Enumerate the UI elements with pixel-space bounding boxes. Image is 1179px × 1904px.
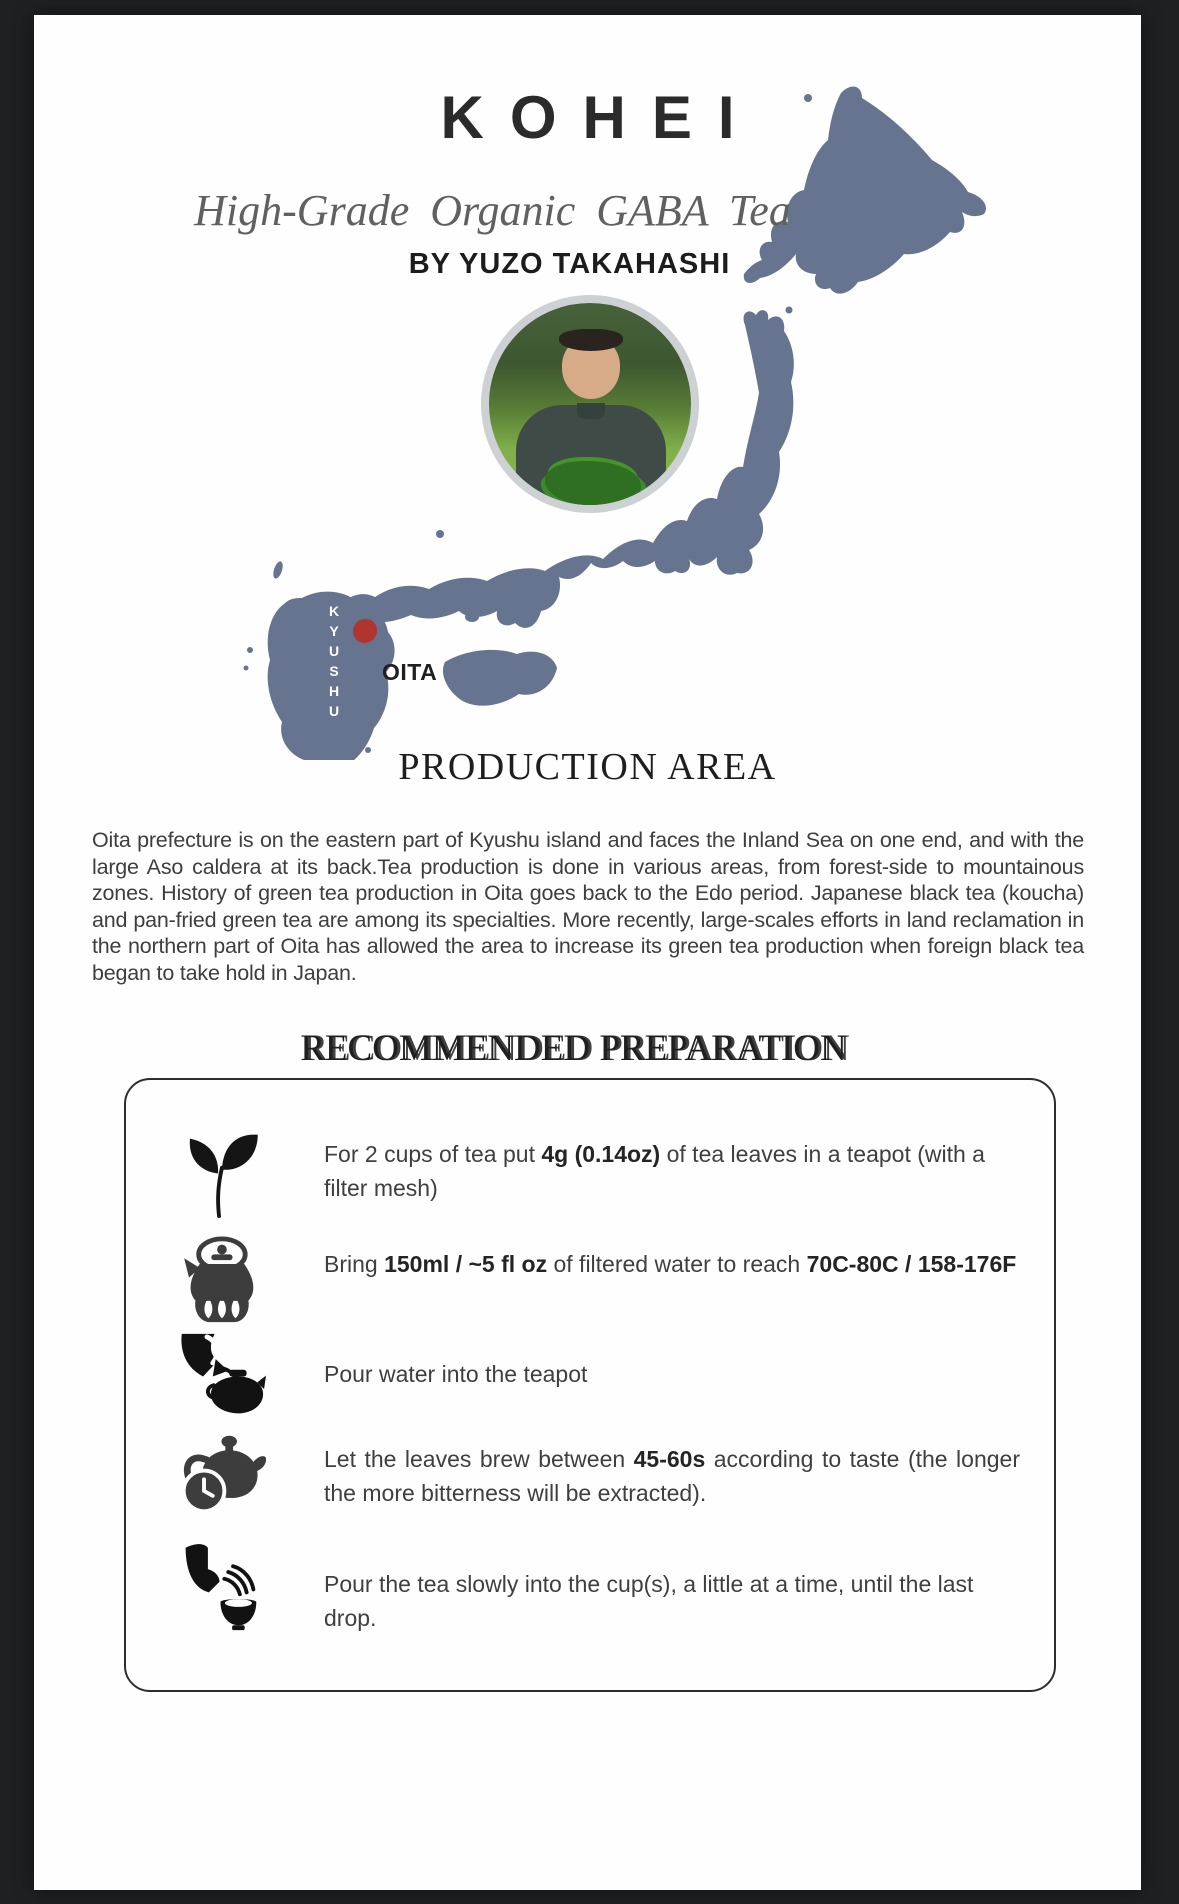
map-islet bbox=[244, 666, 249, 671]
map-islet bbox=[271, 560, 284, 580]
prep-step-text: Pour water into the teapot bbox=[324, 1361, 588, 1387]
prep-step-text: Bring 150ml / ~5 fl oz of filtered water to reach 70C-80C / 158-176F bbox=[324, 1251, 1017, 1277]
production-area-text: Oita prefecture is on the eastern part of Kyushu island and faces the Inland Sea on one end, and with the large Aso caldera at its back.Tea production is done in various areas, from forest-side to mountainous zones. History of green tea production in Oita goes back to the Edo period. Japanese black tea (koucha) and pan-fried green tea are among its specialties. More recently, large-scales efforts in land reclamation in the northern part of Oita has allowed the area to increase its green tea production when foreign black tea began to take hold in Japan. bbox=[92, 828, 1084, 985]
prep-step-text: Let the leaves brew between 45-60s according to taste (the longer the more bitterness will be extracted). bbox=[324, 1446, 1020, 1506]
prep-step-text: Pour the tea slowly into the cup(s), a little at a time, until the last drop. bbox=[324, 1571, 974, 1631]
oita-label: OITA bbox=[382, 659, 438, 685]
map-shikoku bbox=[443, 650, 557, 706]
map-islet bbox=[247, 647, 253, 653]
map-islet bbox=[365, 747, 371, 753]
kyushu-label: KYUSHU bbox=[326, 603, 342, 723]
preparation-box bbox=[124, 1078, 1056, 1692]
prep-step-text: For 2 cups of tea put 4g (0.14oz) of tea leaves in a teapot (with a filter mesh) bbox=[324, 1141, 985, 1201]
page-subtitle: High-Grade Organic GABA Tea bbox=[194, 186, 791, 235]
preparation-heading: RECOMMENDED PREPARATION bbox=[300, 1028, 847, 1069]
page-title: KOHEI bbox=[440, 84, 761, 151]
pour-cup-icon bbox=[174, 1542, 266, 1634]
map-islet bbox=[786, 307, 793, 314]
map-islet bbox=[465, 612, 479, 622]
production-area-heading: PRODUCTION AREA bbox=[398, 746, 777, 788]
byline: BY YUZO TAKAHASHI bbox=[408, 248, 731, 280]
pour-water-icon bbox=[174, 1332, 266, 1424]
flyer-page bbox=[34, 15, 1141, 1890]
photo-figure-hair bbox=[559, 329, 623, 351]
map-islet bbox=[804, 94, 812, 102]
kettle-icon bbox=[174, 1235, 266, 1327]
photo-figure-collar bbox=[577, 403, 605, 419]
map-islet bbox=[436, 530, 444, 538]
brew-timer-icon bbox=[174, 1427, 266, 1519]
tea-leaves-icon bbox=[174, 1127, 266, 1219]
farmer-photo bbox=[481, 295, 699, 513]
